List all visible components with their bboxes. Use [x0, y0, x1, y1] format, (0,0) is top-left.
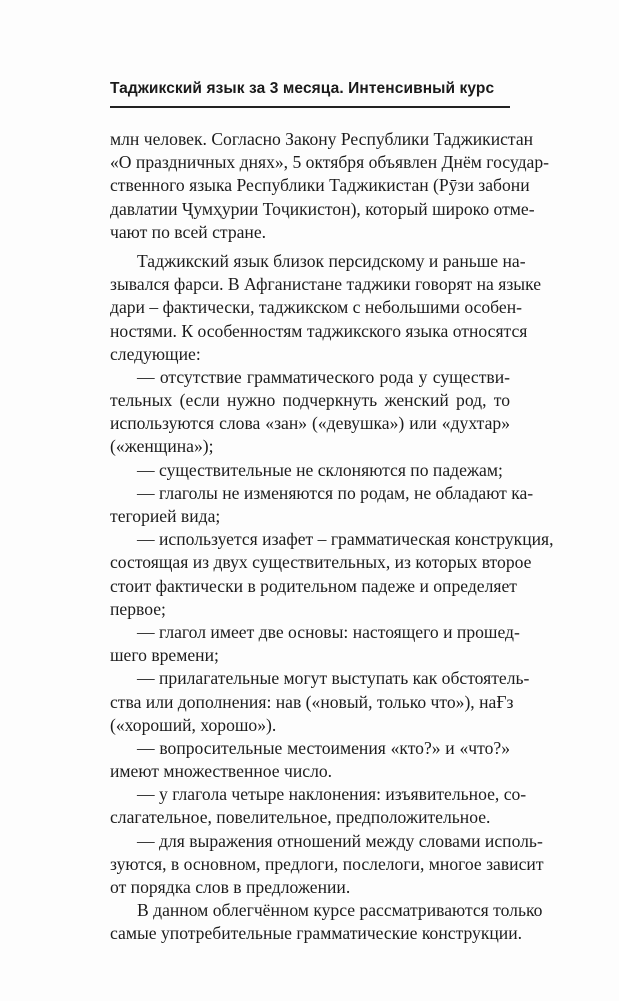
text-line: давлатии Ҷумҳурии Тоҷикистон), который широко отме-: [110, 198, 535, 219]
text-line: слагательное, повелительное, предположительное.: [110, 807, 491, 828]
text-line: первое;: [110, 598, 166, 619]
text-line: — глагол имеет две основы: настоящего и прошед-: [137, 621, 520, 642]
text-line: ностями. К особенностям таджикского языка относятся: [110, 320, 528, 341]
text-line: тегорией вида;: [110, 506, 221, 526]
text-line: — у глагола четыре наклонения: изъявительное, со-: [137, 784, 527, 805]
text-line: Таджикский язык близок персидскому и раньше на-: [137, 250, 526, 271]
text-line: («женщина»);: [110, 436, 214, 457]
text-line: используются слова «зан» («девушка») или «духтар»: [110, 413, 510, 434]
text-line: дари – фактически, таджикском с небольшими особен-: [110, 297, 522, 318]
text-line: — используется изафет – грамматическая конструкция,: [137, 529, 554, 550]
body-text: [110, 128, 554, 946]
text-line: — для выражения отношений между словами исполь-: [137, 830, 543, 851]
text-line: — глаголы не изменяются по родам, не обладают ка-: [137, 482, 534, 503]
text-line: зуются, в основном, предлоги, послелоги, многое зависит: [110, 853, 544, 874]
text-line: стоит фактически в родительном падеже и определяет: [110, 575, 517, 596]
text-line: («хороший, хорошо»).: [110, 714, 277, 735]
text-line: тельных (если нужно подчеркнуть женский род, то: [110, 390, 510, 411]
text-line: имеют множественное число.: [110, 761, 333, 782]
text-line: млн человек. Согласно Закону Республики Таджикистан: [110, 129, 534, 149]
text-line: состоящая из двух существительных, из которых второе: [110, 552, 532, 573]
text-line: — существительные не склоняются по падежам;: [137, 459, 503, 480]
text-line: — отсутствие грамматического рода у существи-: [137, 366, 510, 387]
text-line: ственного языка Республики Таджикистан (Рӯзи забони: [110, 175, 530, 196]
text-line: — вопросительные местоимения «кто?» и «что?»: [137, 737, 510, 758]
text-line: самые употребительные грамматические конструкции.: [110, 923, 523, 944]
text-line: «О праздничных днях», 5 октября объявлен Днём государ-: [110, 152, 549, 173]
header-divider: [110, 106, 510, 108]
text-line: чают по всей стране.: [110, 221, 267, 242]
text-line: следующие:: [110, 343, 201, 364]
running-header: Таджикский язык за 3 месяца. Интенсивный курс: [110, 80, 495, 97]
text-line: — прилагательные могут выступать как обстоятель-: [137, 668, 530, 689]
text-line: шего времени;: [110, 645, 219, 666]
text-line: зывался фарси. В Афганистане таджики говорят на языке: [110, 274, 542, 295]
text-line: ства или дополнения: нав («новый, только что»), наҒз: [110, 691, 514, 712]
text-line: от порядка слов в предложении.: [110, 877, 351, 897]
text-line: В данном облегчённом курсе рассматриваются только: [137, 900, 543, 921]
